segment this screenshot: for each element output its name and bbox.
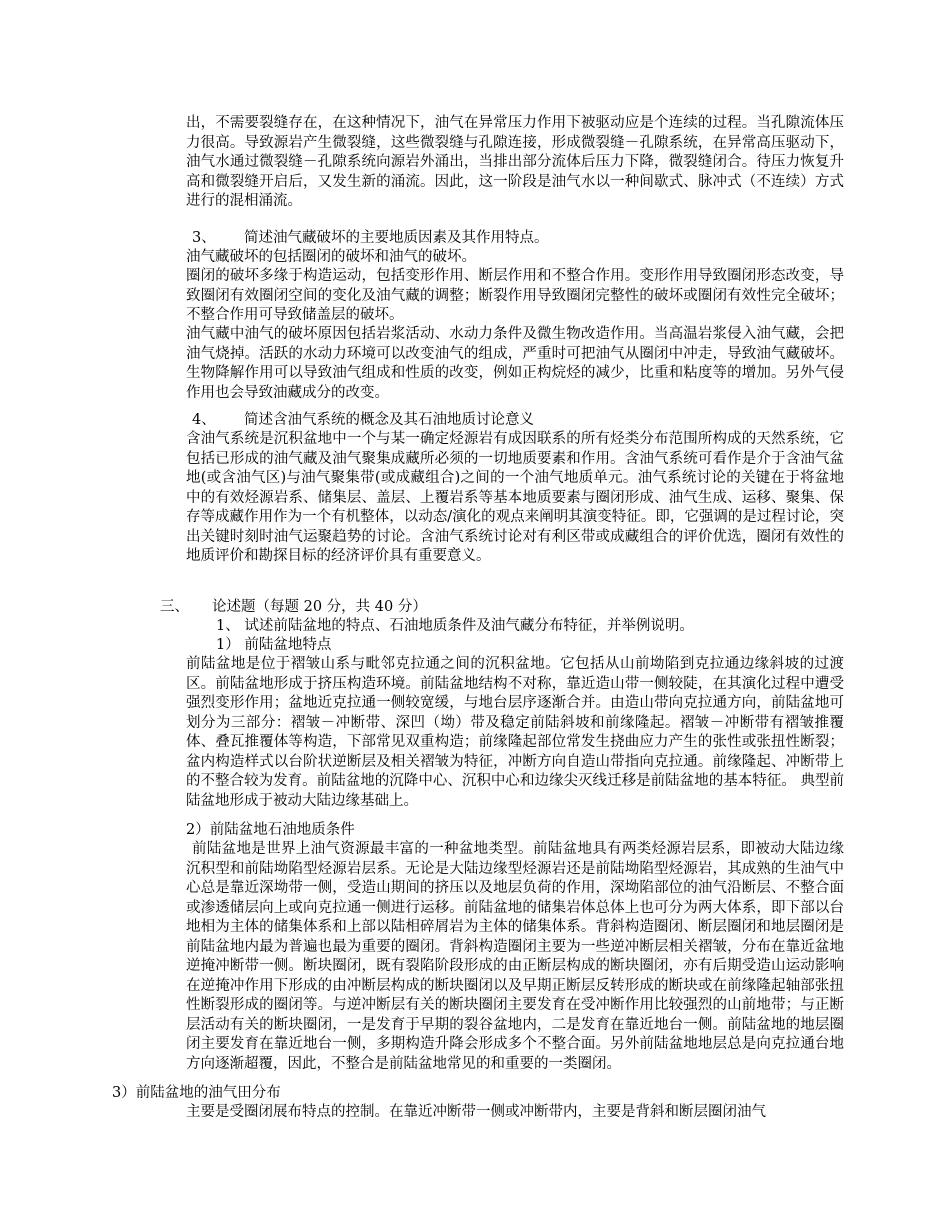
question-4-heading: [192, 411, 534, 431]
question-3-paragraph-3: 油气藏中油气的破坏原因包括岩浆活动、水动力条件及微生物改造作用。当高温岩浆侵入油气藏，会把油气烧掉。活跃的水动力环境可以改变油气的组成，严重时可把油气从圈闭中冲走，导致油气藏破坏。生物降解作用可以导致油气组成和性质的改变，例如正构烷烃的减少，比重和粘度等的增加。另外气侵作用也会导致油藏成分的改变。: [186, 326, 844, 401]
section-3-title: 论述题（每题 20 分，共 40 分）: [212, 599, 427, 615]
question-4-number: 4、: [192, 412, 216, 428]
question-3-title: 简述油气藏破坏的主要地质因素及其作用特点。: [244, 230, 549, 246]
essay-1-subsection-3-text: 主要是受圈闭展布特点的控制。在靠近冲断带一侧或冲断带内，主要是背斜和断层圈闭油气: [186, 1104, 766, 1120]
question-3-number: 3、: [192, 230, 216, 246]
question-3-paragraph-2: 圈闭的破坏多缘于构造运动，包括变形作用、断层作用和不整合作用。变形作用导致圈闭形态改变，导致圈闭有效圈闭空间的变化及油气藏的调整；断裂作用导致圈闭完整性的破坏或圈闭有效性完全破坏；不整合作用可导致储盖层的破坏。: [186, 268, 844, 323]
essay-1-subsection-1-text: 前陆盆地是位于褶皱山系与毗邻克拉通之间的沉积盆地。它包括从山前坳陷到克拉通边缘斜坡的过渡区。前陆盆地形成于挤压构造环境。前陆盆地结构不对称，靠近造山带一侧较陡，在其演化过程中遭受强烈变形作用；盆地近克拉通一侧较宽缓，与地台层序逐渐合并。由造山带向克拉通方向，前陆盆地可划分为三部分：褶皱－冲断带、深凹（坳）带及稳定前陆斜坡和前缘隆起。褶皱－冲断带有褶皱推覆体、叠瓦推覆体等构造，下部常见双重构造；前缘隆起部位常发生挠曲应力产生的张性或张扭性断裂；盆内构造样式以台阶状逆断层及相关褶皱为特征，冲断方向自造山带指向克拉通。前缘隆起、冲断带上的不整合较为发育。前陆盆地的沉降中心、沉积中心和边缘尖灭线迁移是前陆盆地的基本特征。 典型前陆盆地形成于被动大陆边缘基础上。: [186, 656, 844, 809]
paragraph-intro: 出，不需要裂缝存在，在这种情况下，油气在异常压力作用下被驱动应是个连续的过程。当孔隙流体压力很高。导致源岩产生微裂缝，这些微裂缝与孔隙连接，形成微裂缝－孔隙系统，在异常高压驱动下，油气水通过微裂缝－孔隙系统向源岩外涌出，当排出部分流体后压力下降，微裂缝闭合。待压力恢复升高和微裂缝开启后，又发生新的涌流。因此，这一阶段是油气水以一种间歇式、脉冲式（不连续）方式进行的混相涌流。: [186, 115, 844, 209]
essay-1-subheading-2: 2）前陆盆地石油地质条件: [186, 822, 355, 838]
section-3-heading: [160, 598, 427, 618]
question-3-paragraph-1: 油气藏破坏的包括圈闭的破坏和油气的破坏。: [186, 249, 476, 265]
essay-1-subheading-1: 1） 前陆盆地特点: [216, 637, 332, 653]
essay-1-subsection-2-text: 前陆盆地是世界上油气资源最丰富的一种盆地类型。前陆盆地具有两类烃源岩层系，即被动大陆边缘沉积型和前陆坳陷型烃源岩层系。无论是大陆边缘型烃源岩还是前陆坳陷型烃源岩，其成熟的生油气中心总是靠近深坳带一侧，受造山期间的挤压以及地层负荷的作用，深坳陷部位的油气沿断层、不整合面或渗透储层向上或向克拉通一侧进行运移。前陆盆地的储集岩体总体上也可分为两大体系，即下部以台地相为主体的储集体系和上部以陆相碎屑岩为主体的储集体系。背斜构造圈闭、断层圈闭和地层圈闭是前陆盆地内最为普遍也最为重要的圈闭。背斜构造圈闭主要为一些逆冲断层相关褶皱，分布在靠近盆地逆掩冲断带一侧。断块圈闭，既有裂陷阶段形成的由正断层构成的断块圈闭，亦有后期受造山运动影响在逆掩冲作用下形成的由冲断层构成的断块圈闭以及早期正断层反转形成的断块或在前缘隆起轴部张扭性断裂形成的圈闭等。与逆冲断层有关的断块圈闭主要发育在受冲断作用比较强烈的山前地带；与正断层活动有关的断块圈闭，一是发育于早期的裂谷盆地内，二是发育在靠近地台一侧。前陆盆地的地层圈闭主要发育在靠近地台一侧，多期构造升降会形成多个不整合面。另外前陆盆地地层总是向克拉通台地方向逐渐超覆，因此，不整合是前陆盆地常见的和重要的一类圈闭。: [186, 841, 844, 1072]
question-3-heading: [192, 229, 549, 249]
essay-1-subheading-3: 3）前陆盆地的油气田分布: [112, 1085, 281, 1101]
question-4-title: 简述含油气系统的概念及其石油地质讨论意义: [244, 412, 534, 428]
essay-1-title: 1、 试述前陆盆地的特点、石油地质条件及油气藏分布特征，并举例说明。: [216, 618, 694, 634]
section-3-number: 三、: [160, 599, 189, 615]
question-4-paragraph-1: 含油气系统是沉积盆地中一个与某一确定烃源岩有成因联系的所有烃类分布范围所构成的天然系统，它包括已形成的油气藏及油气聚集成藏所必须的一切地质要素和作用。含油气系统可看作是介于含油气盆地(或含油气区)与油气聚集带(或成藏组合)之间的一个油气地质单元。油气系统讨论的关键在于将盆地中的有效烃源岩系、储集层、盖层、上覆岩系等基本地质要素与圈闭形成、油气生成、运移、聚集、保存等成藏作用作为一个有机整体，以动态/演化的观点来阐明其演变特征。即，它强调的是过程讨论，突出关键时刻时油气运聚趋势的讨论。含油气系统讨论对有利区带或成藏组合的评价优选，圈闭有效性的地质评价和勘探目标的经济评价具有重要意义。: [186, 431, 844, 564]
